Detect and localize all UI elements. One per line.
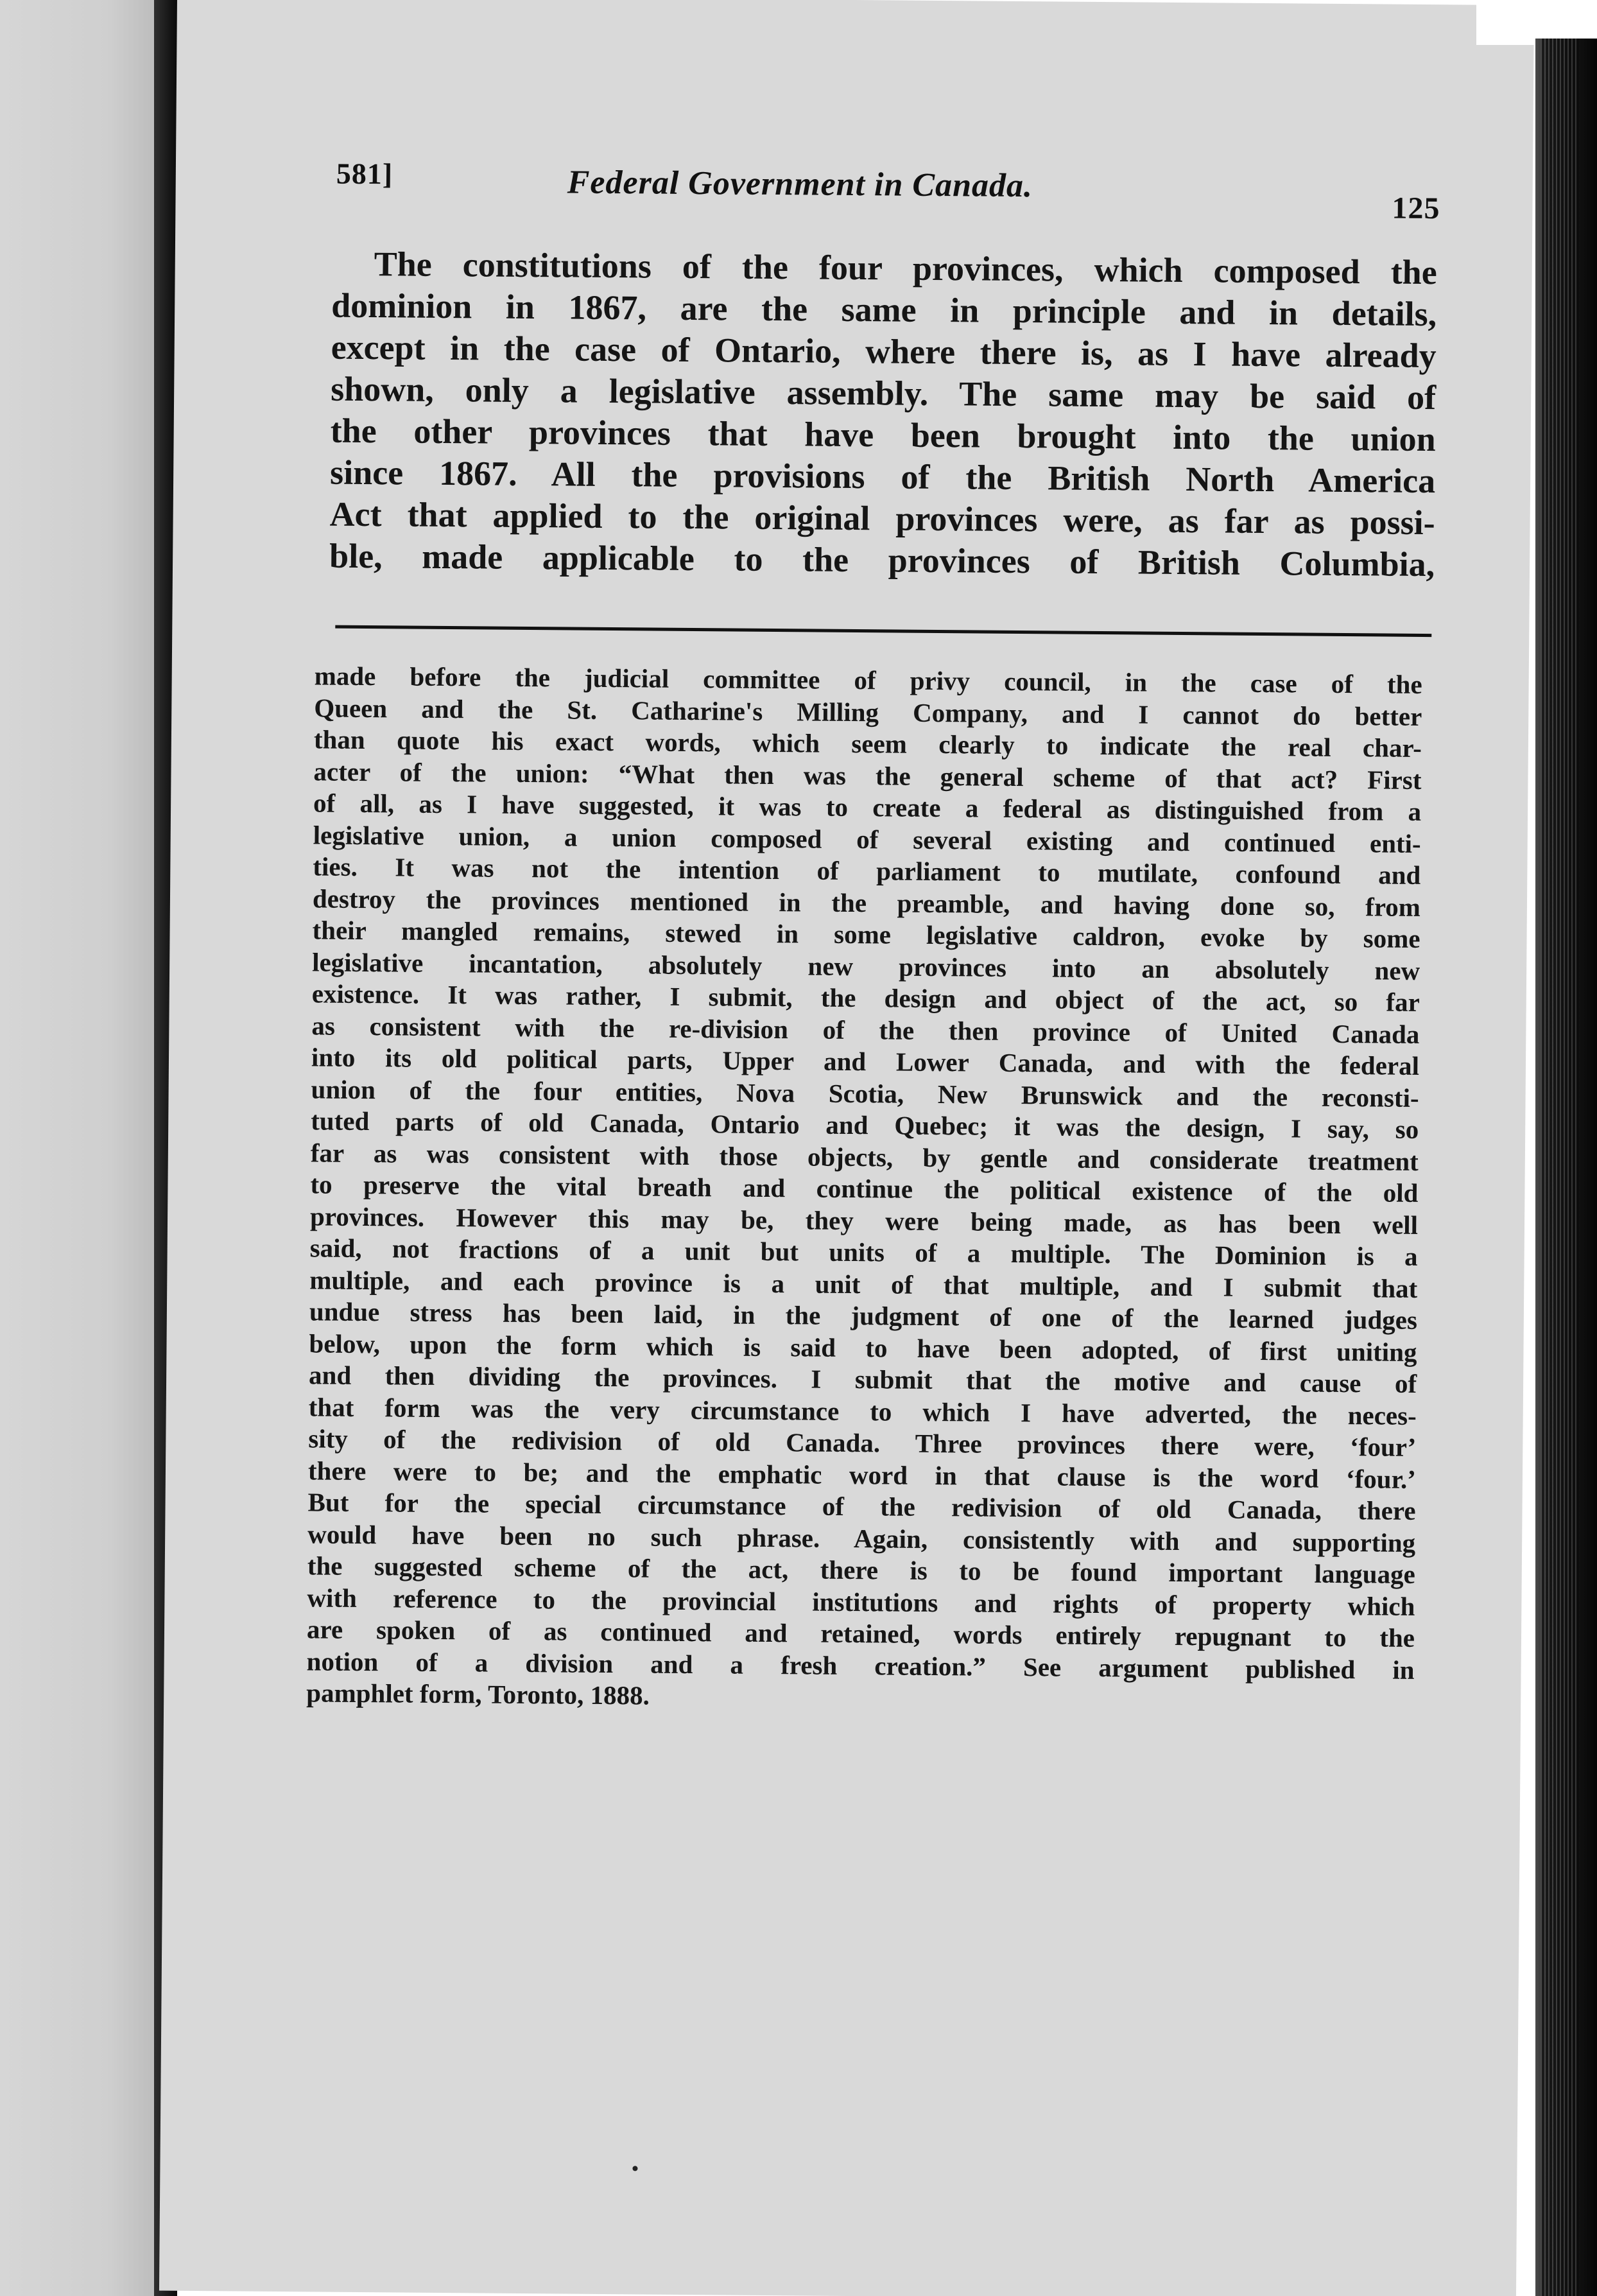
footnote-line: provinces. However this may be, they were being made, as has been well bbox=[309, 1201, 1419, 1240]
left-page-edge bbox=[0, 0, 154, 2296]
footnote-line: acter of the union: “What then was the general scheme of that act? First bbox=[313, 756, 1422, 795]
footnote-line: destroy the provinces mentioned in the preamble, and having done so, from bbox=[312, 883, 1421, 922]
footnote-line: But for the special circumstance of the redivision of old Canada, there bbox=[307, 1487, 1416, 1526]
footnote-line: union of the four entities, Nova Scotia, New Brunswick and the reconsti- bbox=[311, 1074, 1419, 1113]
body-line: the other provinces that have been brought into the union bbox=[330, 411, 1436, 459]
body-line: shown, only a legislative assembly. The same may be said of bbox=[330, 369, 1437, 417]
ink-speck bbox=[632, 2166, 637, 2171]
footnote-line: below, upon the form which is said to have been adopted, of first uniting bbox=[309, 1328, 1417, 1367]
footnote-line: legislative union, a union composed of several existing and continued enti- bbox=[313, 819, 1421, 858]
footnote-line: said, not fractions of a unit but units of a multiple. The Dominion is a bbox=[309, 1233, 1418, 1271]
page-number: 125 bbox=[1392, 191, 1440, 226]
footnote bbox=[306, 660, 1422, 1718]
body-line: dominion in 1867, are the same in principle and in details, bbox=[331, 286, 1437, 334]
footnote-line: notion of a division and a fresh creation.” See argument published in bbox=[306, 1646, 1415, 1685]
body-line: The constitutions of the four provinces, which composed the bbox=[374, 245, 1437, 292]
footnote-line: tuted parts of old Canada, Ontario and Quebec; it was the design, I say, so bbox=[311, 1106, 1419, 1144]
footnote-line: of all, as I have suggested, it was to create a federal as distinguished from a bbox=[313, 788, 1422, 826]
footnote-line: legislative incantation, absolutely new provinces into an absolutely new bbox=[312, 946, 1420, 986]
page-header bbox=[336, 157, 1440, 236]
footnote-line: ties. It was not the intention of parliament to mutilate, confound and bbox=[313, 851, 1421, 890]
footnote-line: than quote his exact words, which seem clearly to indicate the real char- bbox=[313, 724, 1422, 763]
footnote-line: multiple, and each province is a unit of that multiple, and I submit that bbox=[309, 1264, 1418, 1303]
body-paragraph bbox=[329, 243, 1437, 586]
footnote-rule bbox=[335, 625, 1431, 637]
running-title: Federal Government in Canada. bbox=[567, 164, 1033, 205]
footnote-line: Queen and the St. Catharine's Milling Company, and I cannot do better bbox=[314, 692, 1422, 731]
body-line: Act that applied to the original provinces were, as far as possi- bbox=[329, 494, 1435, 543]
footnote-line: made before the judicial committee of privy council, in the case of the bbox=[314, 661, 1422, 699]
footnote-line: as consistent with the re-division of the then province of United Canada bbox=[311, 1010, 1420, 1049]
footnote-line: are spoken of as continued and retained, words entirely repugnant to the bbox=[306, 1614, 1415, 1653]
body-line: except in the case of Ontario, where there is, as I have already bbox=[331, 327, 1437, 376]
footnote-line: sity of the redivision of old Canada. Three provinces there were, ‘four’ bbox=[308, 1423, 1417, 1462]
footnote-line: undue stress has been laid, in the judgment of one of the learned judges bbox=[309, 1296, 1418, 1335]
footnote-line: pamphlet form, Toronto, 1888. bbox=[306, 1678, 650, 1710]
footnote-line: far as was consistent with those objects, by gentle and considerate treatment bbox=[310, 1137, 1419, 1176]
footnote-line: would have been no such phrase. Again, consistently with and supporting bbox=[307, 1518, 1416, 1558]
footnote-line: with reference to the provincial institutions and rights of property which bbox=[307, 1582, 1415, 1621]
footnote-line: their mangled remains, stewed in some legislative caldron, evoke by some bbox=[312, 915, 1420, 953]
footnote-line: to preserve the vital breath and continue the political existence of the old bbox=[310, 1169, 1419, 1208]
footnote-line: the suggested scheme of the act, there is to be found important language bbox=[307, 1551, 1415, 1589]
footnote-line: and then dividing the provinces. I submit that the motive and cause of bbox=[308, 1360, 1417, 1398]
folio-number: 581] bbox=[336, 157, 393, 191]
book-page bbox=[159, 0, 1534, 2296]
footnote-line: into its old political parts, Upper and Lower Canada, and with the federal bbox=[311, 1042, 1420, 1081]
body-line: ble, made applicable to the provinces of British Columbia, bbox=[329, 536, 1435, 584]
footnote-line: there were to be; and the emphatic word in that clause is the word ‘four.’ bbox=[307, 1455, 1417, 1494]
footnote-line: existence. It was rather, I submit, the design and object of the act, so far bbox=[311, 978, 1420, 1017]
body-line: since 1867. All the provisions of the British North America bbox=[329, 453, 1436, 501]
footnote-line: that form was the very circumstance to which I have adverted, the neces- bbox=[308, 1391, 1417, 1431]
page-stack-edges bbox=[1541, 39, 1579, 2296]
